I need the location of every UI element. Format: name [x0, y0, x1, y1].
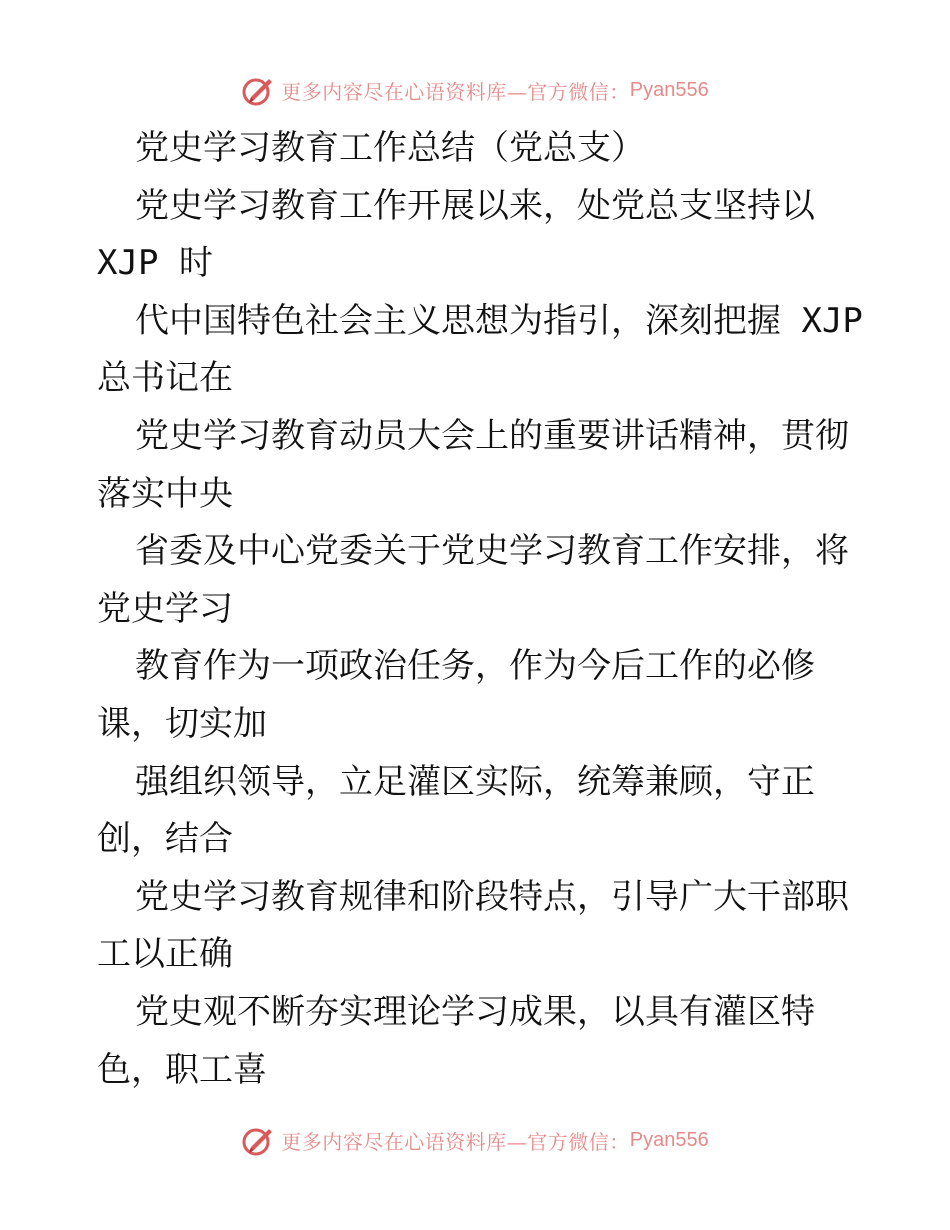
paragraph-line: 教育作为一项政治任务，作为今后工作的必修: [135, 646, 815, 687]
paragraph-line: 强组织领导，立足灌区实际，统筹兼顾，守正: [135, 761, 815, 802]
paragraph-line: XJP 时: [97, 243, 213, 284]
paragraph-line: 党史观不断夯实理论学习成果，以具有灌区特: [135, 991, 815, 1032]
document-body: [97, 120, 863, 1099]
paragraph-line: 省委及中心党委关于党史学习教育工作安排，将: [135, 531, 849, 572]
header-wechat-id: Pyan556: [629, 78, 709, 101]
paragraph-line: 落实中央: [97, 473, 233, 514]
paragraph-line: 代中国特色社会主义思想为指引，深刻把握 XJP: [135, 300, 863, 341]
paragraph-line: 党史学习教育工作开展以来，处党总支坚持以: [135, 185, 815, 226]
quill-pen-logo-icon: [241, 73, 275, 107]
paragraph-line: 总书记在: [97, 358, 233, 399]
document-title: 党史学习教育工作总结（党总支）: [135, 128, 645, 168]
paragraph-line: 工以正确: [97, 934, 233, 975]
paragraph-line: 党史学习教育规律和阶段特点，引导广大干部职: [135, 876, 849, 917]
paragraph-line: 课，切实加: [97, 703, 267, 744]
footer-text: 更多内容尽在心语资料库—官方微信：: [281, 1129, 630, 1154]
paragraph-line: 色，职工喜: [97, 1049, 267, 1090]
footer-wechat-id: Pyan556: [629, 1128, 709, 1151]
header-text: 更多内容尽在心语资料库—官方微信：: [281, 79, 630, 104]
paragraph-line: 党史学习: [97, 588, 233, 629]
paragraph-line: 党史学习教育动员大会上的重要讲话精神，贯彻: [135, 415, 849, 456]
quill-pen-logo-icon: [241, 1123, 275, 1157]
paragraph-line: 创，结合: [97, 819, 233, 860]
header-banner: [0, 70, 950, 110]
footer-banner: [0, 1120, 950, 1160]
